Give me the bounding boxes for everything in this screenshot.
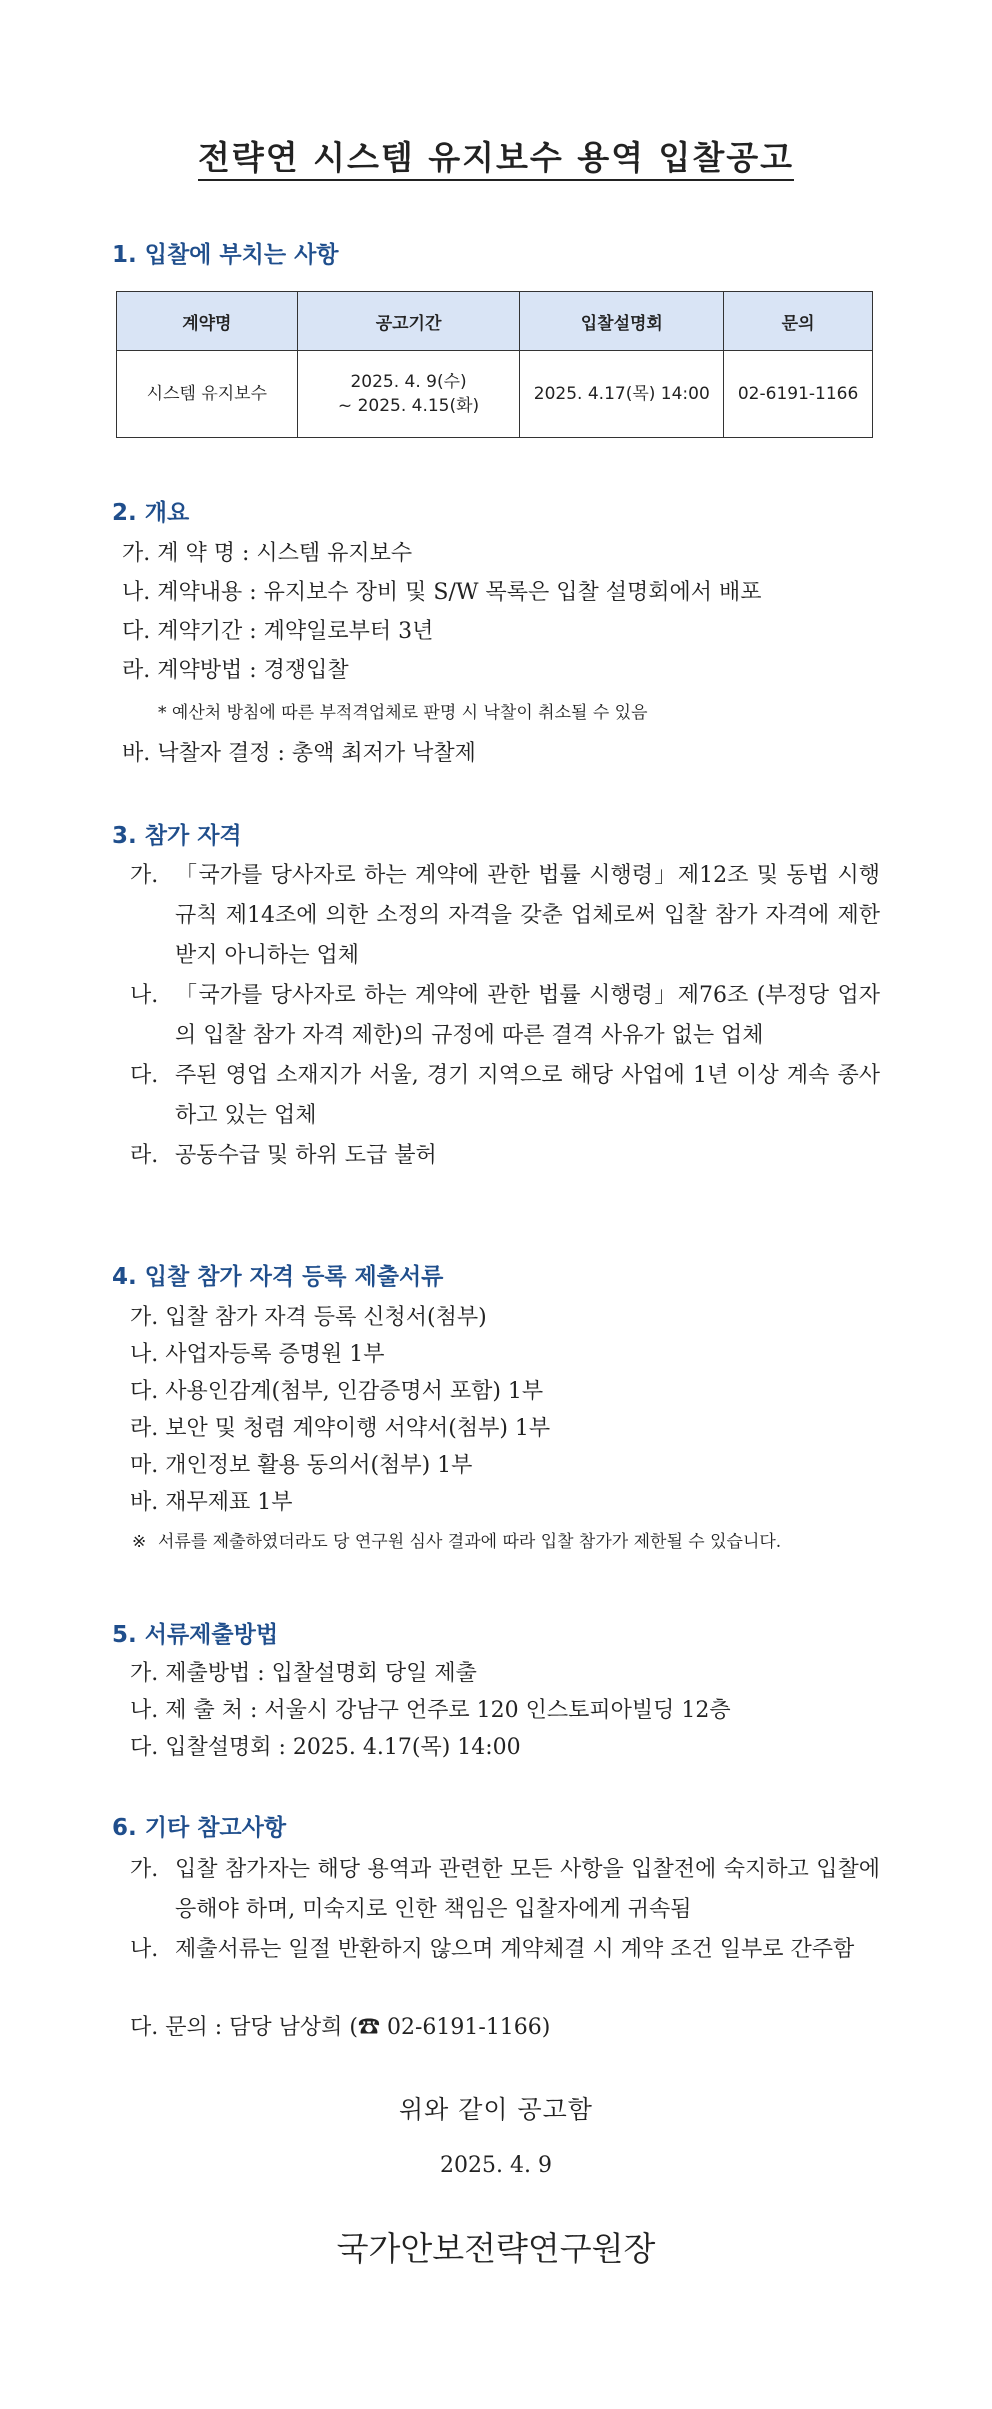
qualification-item (130, 1056, 880, 1136)
item-label: 라. (130, 1143, 159, 1168)
document-line: 가. 입찰 참가 자격 등록 신청서(첨부) (130, 1305, 487, 1330)
section-3-heading: 3. 참가 자격 (112, 823, 242, 849)
section-6-heading: 6. 기타 참고사항 (112, 1815, 287, 1841)
table-header-cell: 입찰설명회 (520, 292, 724, 351)
section-1-heading: 1. 입찰에 부치는 사항 (112, 242, 339, 268)
issuer-signature: 국가안보전략연구원장 (336, 2229, 656, 2268)
item-label: 가. (130, 1857, 159, 1882)
closing-statement: 위와 같이 공고함 (399, 2095, 593, 2124)
item-text: 입찰 참가자는 해당 용역과 관련한 모든 사항을 입찰전에 숙지하고 입찰에 응해야 하며, 미숙지로 인한 책임은 입찰자에게 귀속됨 (175, 1857, 880, 1922)
document-line: 라. 보안 및 청렴 계약이행 서약서(첨부) 1부 (130, 1416, 551, 1441)
period-end: ~ 2025. 4.15(화) (337, 396, 480, 416)
overview-line: 라. 계약방법 : 경쟁입찰 (122, 658, 349, 683)
period-start: 2025. 4. 9(수) (350, 372, 467, 392)
item-label: 나. (130, 983, 159, 1008)
qualification-item (130, 1136, 880, 1176)
briefing-cell: 2025. 4.17(목) 14:00 (520, 351, 724, 438)
notice-period-cell (297, 351, 520, 438)
item-label: 다. (130, 1063, 159, 1088)
item-text: 「국가를 당사자로 하는 계약에 관한 법률 시행령」제76조 (부정당 업자의 입찰 참가 자격 제한)의 규정에 따른 결격 사유가 없는 업체 (175, 983, 880, 1048)
table-header-cell: 계약명 (117, 292, 298, 351)
table-header-cell: 공고기간 (297, 292, 520, 351)
document-line: 마. 개인정보 활용 동의서(첨부) 1부 (130, 1453, 473, 1478)
overview-line: 가. 계 약 명 : 시스템 유지보수 (122, 541, 413, 566)
document-line: 나. 사업자등록 증명원 1부 (130, 1342, 385, 1367)
item-text: 제출서류는 일절 반환하지 않으며 계약체결 시 계약 조건 일부로 간주함 (175, 1937, 855, 1962)
item-label: 나. (130, 1937, 159, 1962)
reference-item (130, 1930, 880, 1970)
note-mark: ※ (132, 1532, 147, 1552)
section-4-heading: 4. 입찰 참가 자격 등록 제출서류 (112, 1264, 444, 1290)
table-row (117, 351, 873, 438)
document-line: 바. 재무제표 1부 (130, 1490, 293, 1515)
item-label: 가. (130, 863, 159, 888)
announcement-date: 2025. 4. 9 (440, 2153, 552, 2178)
submission-line: 가. 제출방법 : 입찰설명회 당일 제출 (130, 1661, 477, 1686)
overview-line: 바. 낙찰자 결정 : 총액 최저가 낙찰제 (122, 741, 476, 766)
submission-line: 나. 제 출 처 : 서울시 강남구 언주로 120 인스토피아빌딩 12층 (130, 1698, 731, 1723)
item-text: 주된 영업 소재지가 서울, 경기 지역으로 해당 사업에 1년 이상 계속 종사하고 있는 업체 (175, 1063, 880, 1128)
reference-item (130, 1850, 880, 1930)
overview-line: 나. 계약내용 : 유지보수 장비 및 S/W 목록은 입찰 설명회에서 배포 (122, 580, 762, 605)
contact-cell: 02-6191-1166 (724, 351, 873, 438)
overview-line: 다. 계약기간 : 계약일로부터 3년 (122, 619, 434, 644)
overview-note: * 예산처 방침에 따른 부적격업체로 판명 시 낙찰이 취소될 수 있음 (158, 703, 648, 723)
bid-info-table (116, 291, 873, 438)
documents-note: 서류를 제출하였더라도 당 연구원 심사 결과에 따라 입찰 참가가 제한될 수 있습니다. (158, 1532, 782, 1552)
contact-line: 다. 문의 : 담당 남상희 (☎ 02-6191-1166) (130, 2015, 551, 2040)
section-2-heading: 2. 개요 (112, 500, 190, 526)
qualification-item (130, 976, 880, 1056)
table-header-cell: 문의 (724, 292, 873, 351)
contract-name-cell: 시스템 유지보수 (117, 351, 298, 438)
page-title: 전략연 시스템 유지보수 용역 입찰공고 (0, 132, 992, 179)
document-line: 다. 사용인감계(첨부, 인감증명서 포함) 1부 (130, 1379, 544, 1404)
qualification-item (130, 856, 880, 976)
table-header-row (117, 292, 873, 351)
item-text: 공동수급 및 하위 도급 불허 (175, 1143, 437, 1168)
submission-line: 다. 입찰설명회 : 2025. 4.17(목) 14:00 (130, 1735, 521, 1760)
section-5-heading: 5. 서류제출방법 (112, 1622, 279, 1648)
item-text: 「국가를 당사자로 하는 계약에 관한 법률 시행령」제12조 및 동법 시행규칙 제14조에 의한 소정의 자격을 갖춘 업체로써 입찰 참가 자격에 제한받지 아니하는 업체 (175, 863, 880, 968)
